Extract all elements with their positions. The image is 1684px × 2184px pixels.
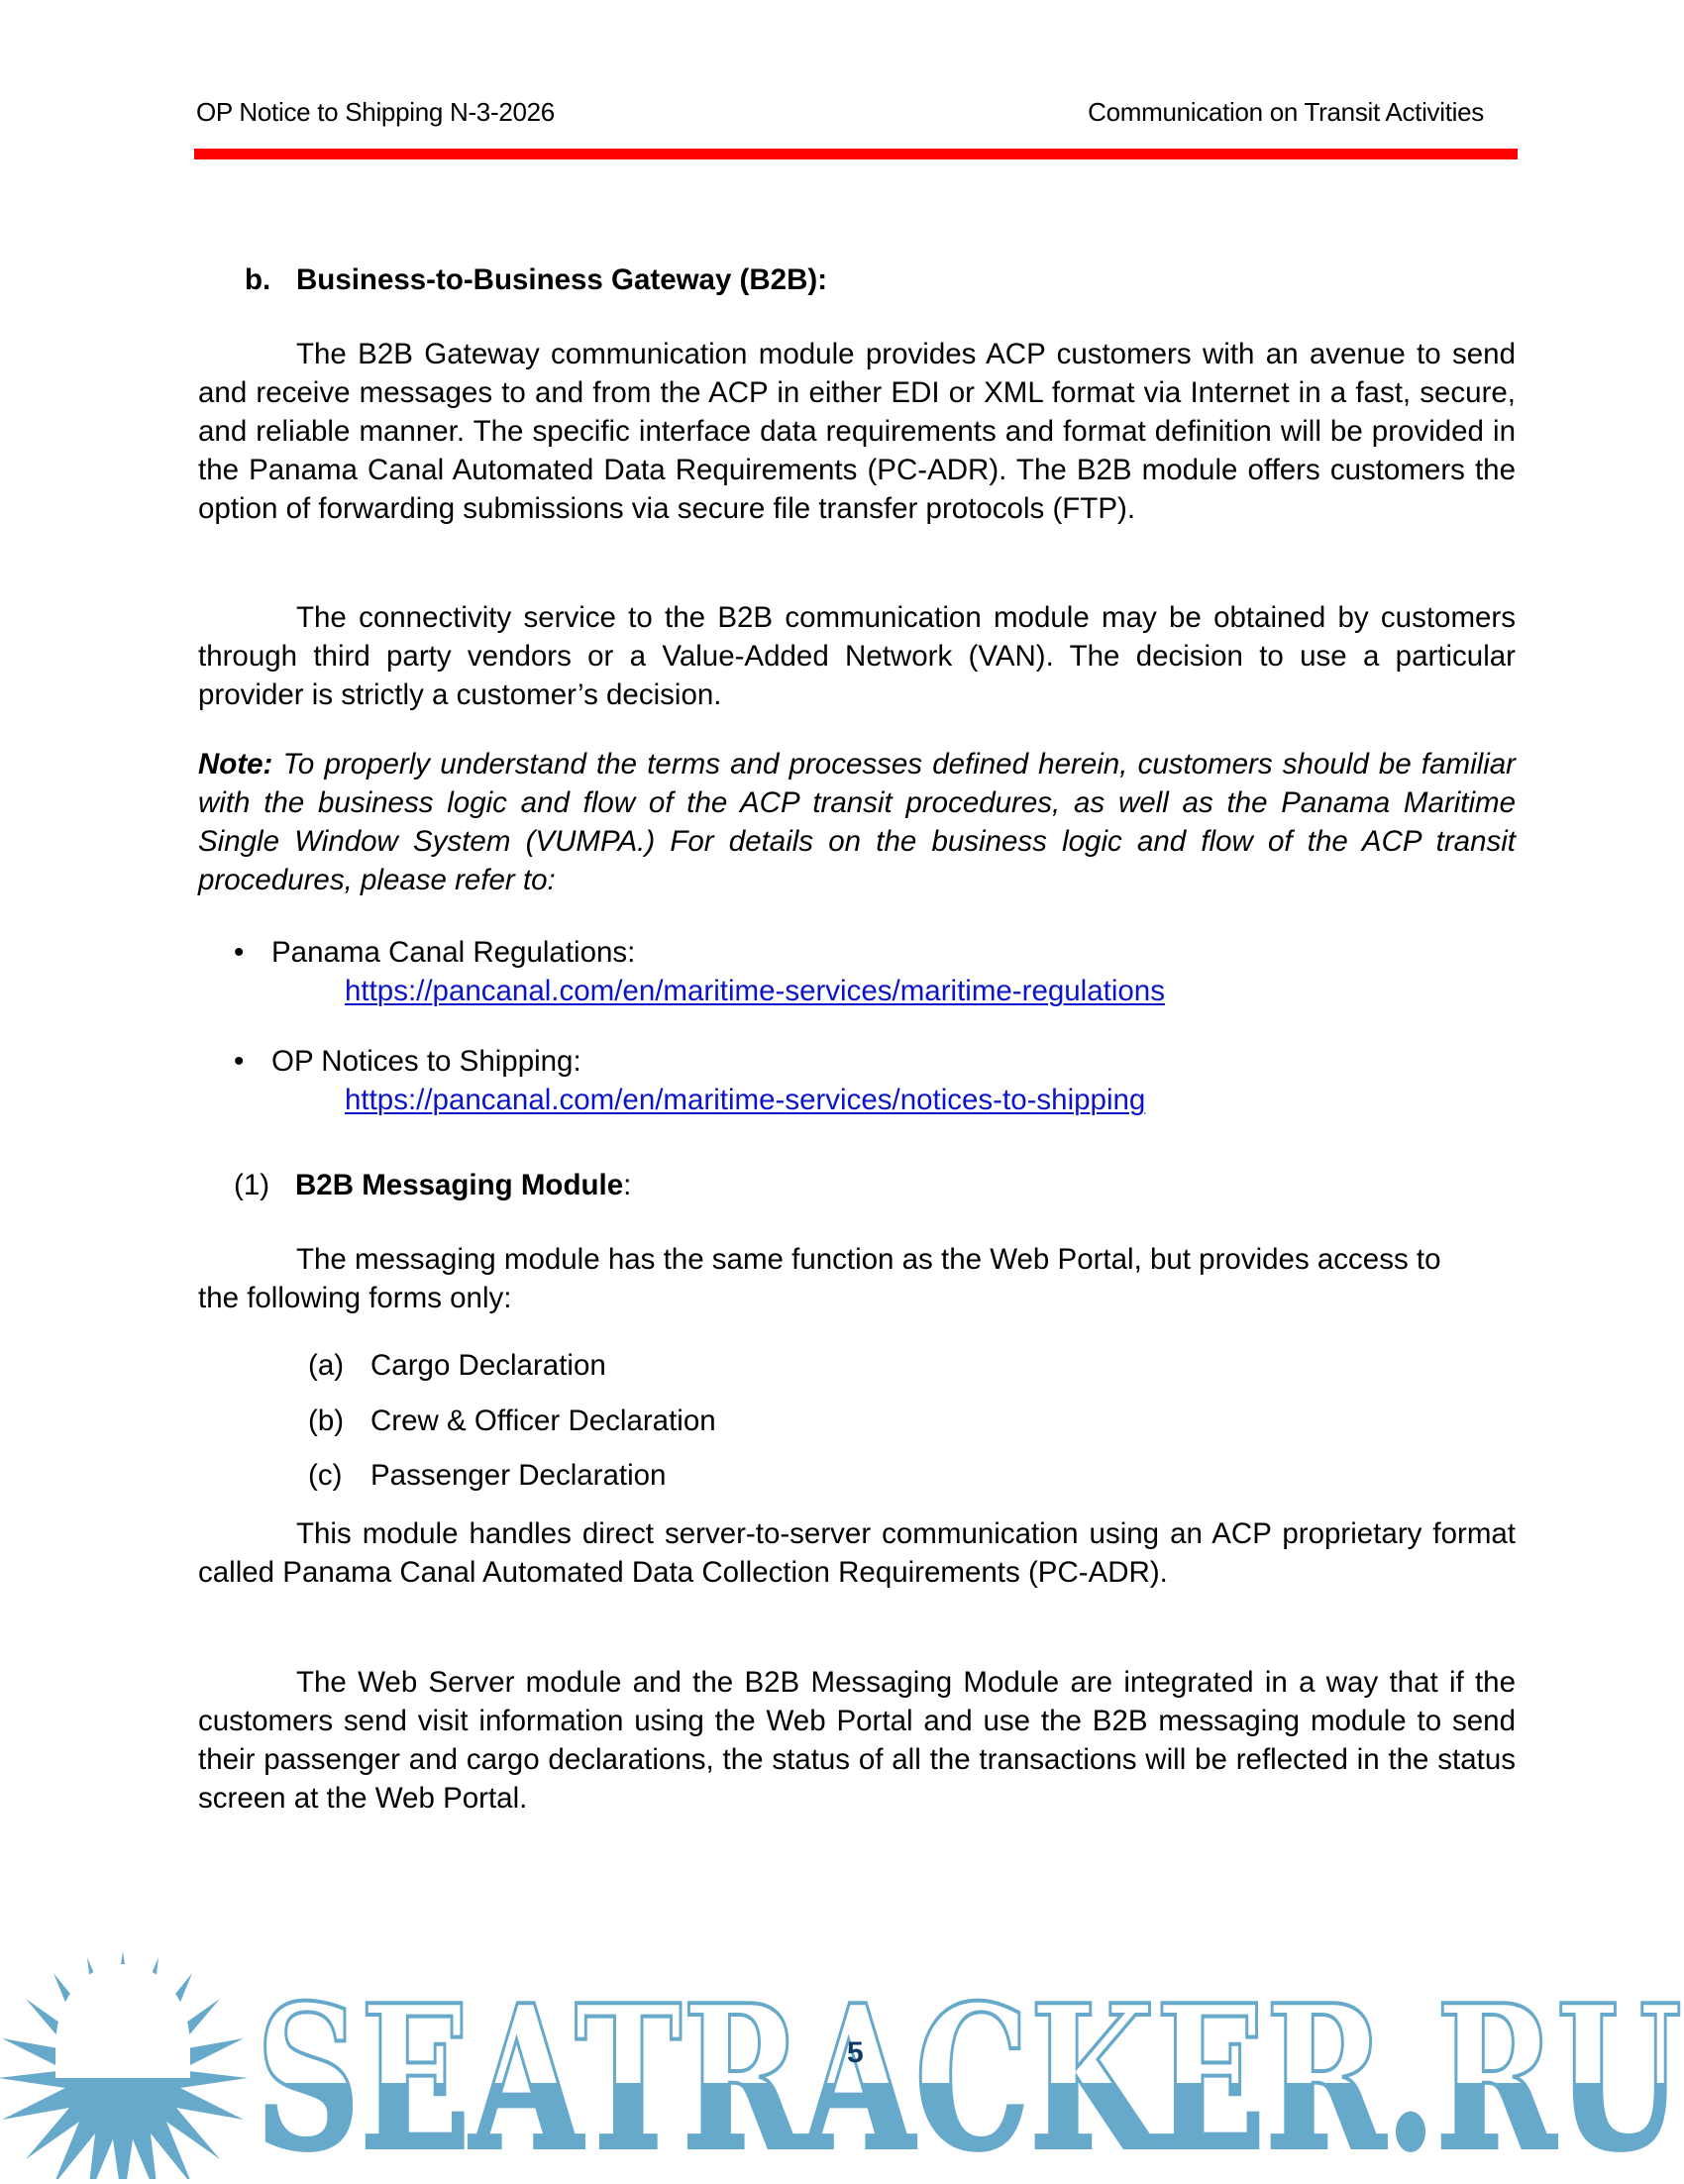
- subsection-1-title: B2B Messaging Module: [295, 1169, 624, 1201]
- form-label: (b): [308, 1404, 345, 1437]
- form-list-item: [308, 1404, 716, 1438]
- paragraph-messaging-intro: The messaging module has the same function as the Web Portal, but provides access to the following forms only:: [198, 1243, 1441, 1314]
- bullet-icon: •: [234, 1045, 245, 1078]
- note-label: Note:: [198, 748, 273, 780]
- section-b-title: Business-to-Business Gateway (B2B):: [296, 263, 828, 296]
- section-b-label: b.: [245, 263, 271, 296]
- form-name: Passenger Declaration: [370, 1459, 667, 1492]
- header-document-id: OP Notice to Shipping N-3-2026: [196, 97, 555, 127]
- subsection-1-label: (1): [234, 1169, 270, 1201]
- bullet-icon: •: [234, 936, 245, 969]
- subsection-1-colon: :: [623, 1169, 632, 1201]
- form-name: Cargo Declaration: [370, 1349, 606, 1382]
- form-label: (a): [308, 1349, 345, 1382]
- paragraph-connectivity: The connectivity service to the B2B communication module may be obtained by customers through third party vendors or a Value-Added Network (VAN). The decision to use a particular provider is strictly a customer’s decision.: [198, 601, 1516, 711]
- reference-item: [234, 933, 1165, 1010]
- header-section-title: Communication on Transit Activities: [1088, 97, 1484, 127]
- note-text: To properly understand the terms and processes defined herein, customers should be familiar with the business logic and flow of the ACP transit procedures, as well as the Panama Maritime Single Window System (VUMPA.) For details on the business logic and flow of the ACP transit procedures, please refer to:: [198, 748, 1516, 896]
- paragraph-server-to-server: This module handles direct server-to-server communication using an ACP proprietary format called Panama Canal Automated Data Collection Requirements (PC-ADR).: [198, 1517, 1516, 1589]
- section-b-heading: [245, 263, 827, 297]
- reference-label: Panama Canal Regulations:: [271, 936, 636, 969]
- sun-burst-icon: [0, 1922, 1684, 2179]
- page-number: 5: [847, 2036, 864, 2069]
- link-maritime-regulations[interactable]: https://pancanal.com/en/maritime-services/maritime-regulations: [345, 975, 1165, 1007]
- paragraph-integration: The Web Server module and the B2B Messaging Module are integrated in a way that if the customers send visit information using the Web Portal and use the B2B messaging module to send their passenger and cargo declarations, the status of all the transactions will be reflected in the status screen at the Web Portal.: [198, 1666, 1516, 1815]
- reference-item: [234, 1042, 1145, 1119]
- form-list-item: [308, 1459, 666, 1493]
- link-notices-to-shipping[interactable]: https://pancanal.com/en/maritime-services/notices-to-shipping: [345, 1084, 1146, 1116]
- watermark: [0, 1922, 1684, 2179]
- header-rule: [194, 149, 1518, 159]
- subsection-1-heading: [234, 1169, 631, 1202]
- form-name: Crew & Officer Declaration: [370, 1404, 716, 1437]
- paragraph-b2b-gateway: The B2B Gateway communication module provides ACP customers with an avenue to send and receive messages to and from the ACP in either EDI or XML format via Internet in a fast, secure, and reliable manner. The specific interface data requirements and format definition will be provided in the Panama Canal Automated Data Requirements (PC-ADR). The B2B module offers customers the option of forwarding submissions via secure file transfer protocols (FTP).: [198, 338, 1516, 525]
- watermark-text: SEATRACKER.RU: [256, 1962, 1682, 2179]
- form-list-item: [308, 1349, 606, 1383]
- note-paragraph: [198, 745, 1516, 899]
- reference-label: OP Notices to Shipping:: [271, 1045, 581, 1078]
- form-label: (c): [308, 1459, 343, 1492]
